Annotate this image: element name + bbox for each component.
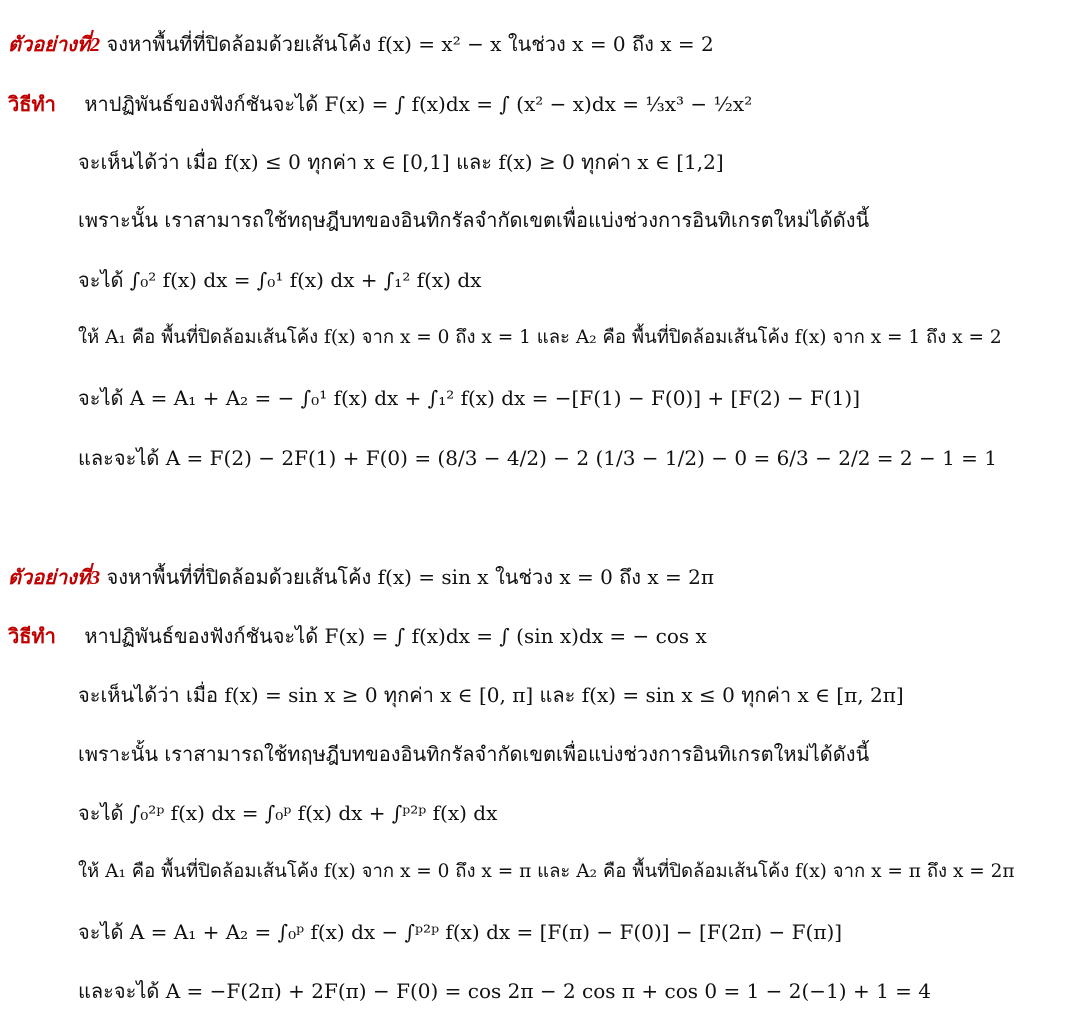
example2-line-3: เพราะนั้น เราสามารถใช้ทฤษฎีบทของอินทิกรัลจำกัดเขตเพื่อแบ่งช่วงการอินทิเกรตใหม่ได้ดังนี้	[78, 208, 870, 232]
example2-line-7: และจะได้ A = F(2) − 2F(1) + F(0) = (8/3 − 4/2) − 2 (1/3 − 1/2) − 0 = 6/3 − 2/2 = 2 − 1 = 1	[78, 446, 998, 470]
example3-line-3: เพราะนั้น เราสามารถใช้ทฤษฎีบทของอินทิกรัลจำกัดเขตเพื่อแบ่งช่วงการอินทิเกรตใหม่ได้ดังนี้	[78, 742, 870, 766]
example2-line-5: ให้ A₁ คือ พื้นที่ปิดล้อมเส้นโค้ง f(x) จาก x = 0 ถึง x = 1 และ A₂ คือ พื้นที่ปิดล้อมเส้นโค้ง f(x) จาก x = 1 ถึง x = 2	[78, 327, 1002, 348]
example3-line-7: และจะได้ A = −F(2π) + 2F(π) − F(0) = cos 2π − 2 cos π + cos 0 = 1 − 2(−1) + 1 = 4	[78, 979, 931, 1003]
example3-title: ตัวอย่างที่3	[8, 567, 101, 589]
example3-line-1: หาปฏิพันธ์ของฟังก์ชันจะได้ F(x) = ∫ f(x)dx = ∫ (sin x)dx = − cos x	[84, 624, 707, 648]
example3-problem-line	[8, 563, 714, 592]
example3-line-5: ให้ A₁ คือ พื้นที่ปิดล้อมเส้นโค้ง f(x) จาก x = 0 ถึง x = π และ A₂ คือ พื้นที่ปิดล้อมเส้นโค้ง f(x) จาก x = π ถึง x = 2π	[78, 861, 1015, 882]
example2-line-6: จะได้ A = A₁ + A₂ = − ∫₀¹ f(x) dx + ∫₁² f(x) dx = −[F(1) − F(0)] + [F(2) − F(1)]	[78, 386, 861, 410]
example3-line-4: จะได้ ∫₀²ᵖ f(x) dx = ∫₀ᵖ f(x) dx + ∫ᵖ²ᵖ f(x) dx	[78, 801, 498, 825]
example2-line-4: จะได้ ∫₀² f(x) dx = ∫₀¹ f(x) dx + ∫₁² f(x) dx	[78, 268, 482, 292]
example3-solution-line-1	[8, 622, 707, 651]
example2-line-2: จะเห็นได้ว่า เมื่อ f(x) ≤ 0 ทุกค่า x ∈ [0,1] และ f(x) ≥ 0 ทุกค่า x ∈ [1,2]	[78, 150, 724, 174]
example3-line-6: จะได้ A = A₁ + A₂ = ∫₀ᵖ f(x) dx − ∫ᵖ²ᵖ f(x) dx = [F(π) − F(0)] − [F(2π) − F(π)]	[78, 920, 843, 944]
example3-solution-label: วิธีทำ	[8, 626, 56, 648]
example3-line-2: จะเห็นได้ว่า เมื่อ f(x) = sin x ≥ 0 ทุกค่า x ∈ [0, π] และ f(x) = sin x ≤ 0 ทุกค่า x ∈ [π, 2π]	[78, 683, 904, 707]
example3-problem: จงหาพื้นที่ที่ปิดล้อมด้วยเส้นโค้ง f(x) = sin x ในช่วง x = 0 ถึง x = 2π	[106, 565, 714, 589]
example2-solution-line-1	[8, 90, 752, 119]
example2-title: ตัวอย่างที่2	[8, 34, 101, 56]
example2-problem: จงหาพื้นที่ที่ปิดล้อมด้วยเส้นโค้ง f(x) = x² − x ในช่วง x = 0 ถึง x = 2	[106, 32, 714, 56]
example2-line-1: หาปฏิพันธ์ของฟังก์ชันจะได้ F(x) = ∫ f(x)dx = ∫ (x² − x)dx = ⅓x³ − ½x²	[84, 92, 753, 116]
example2-solution-label: วิธีทำ	[8, 94, 56, 116]
example2-problem-line	[8, 30, 714, 59]
